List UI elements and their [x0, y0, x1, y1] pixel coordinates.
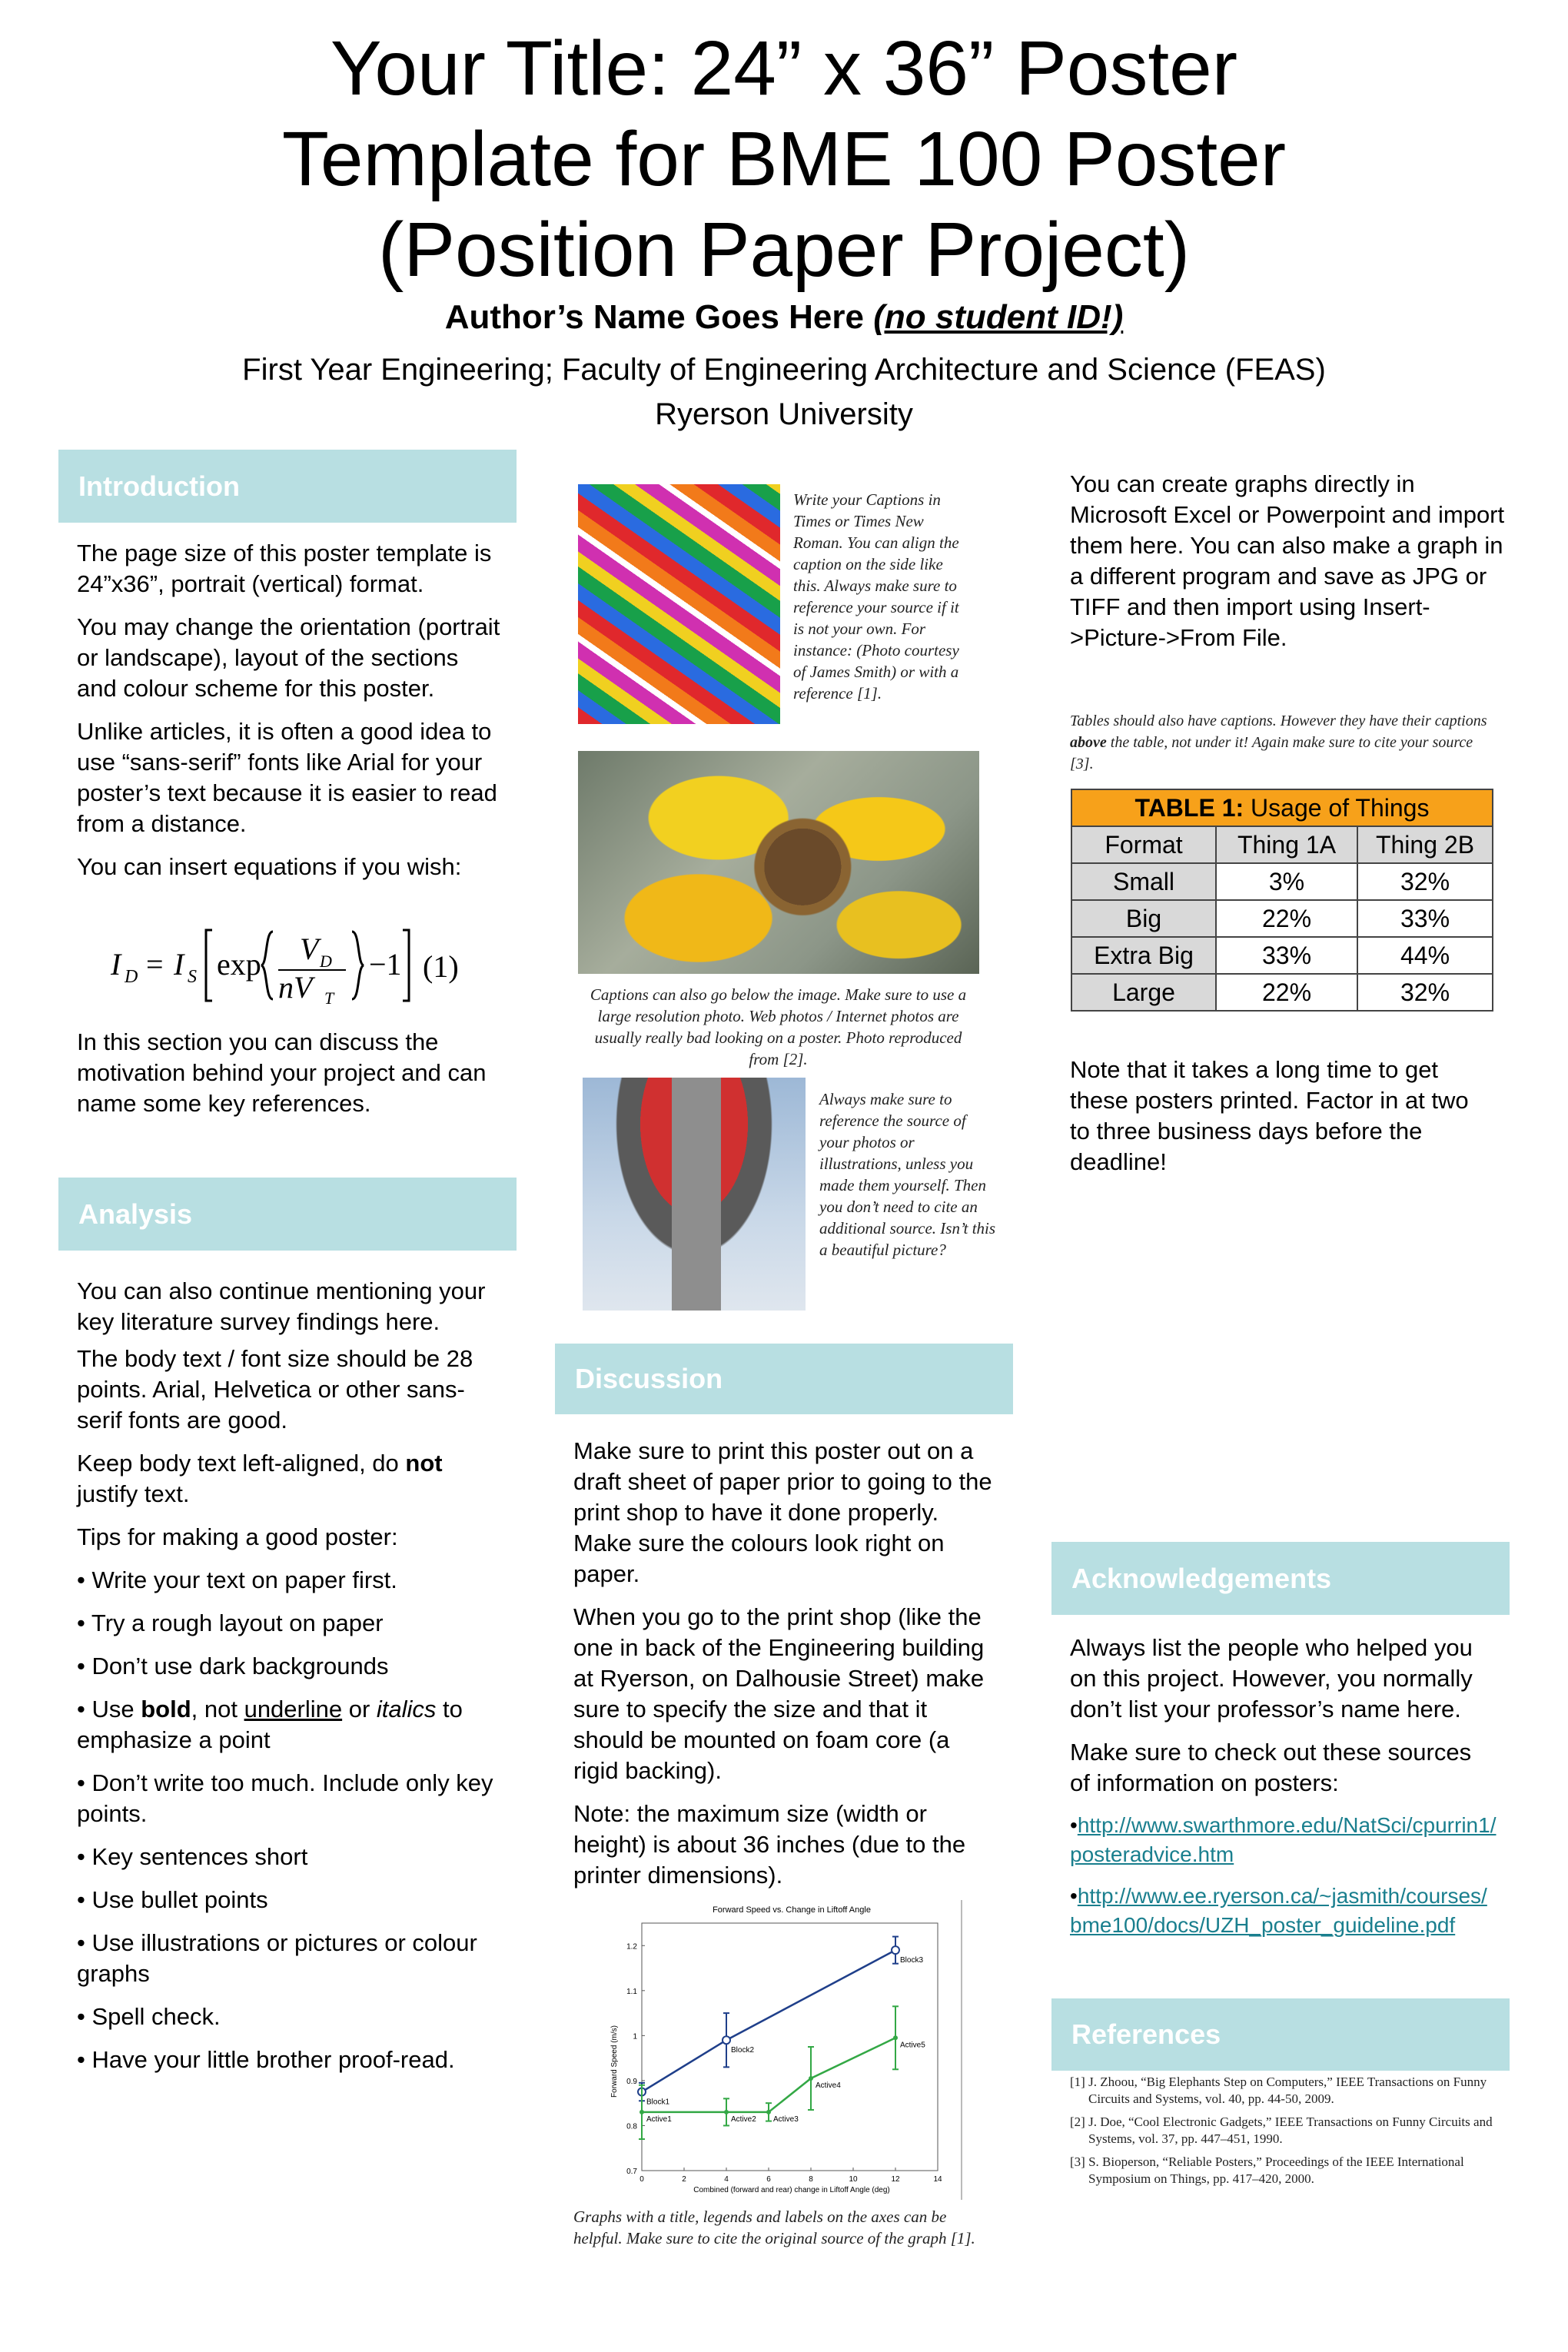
- poster-title: [0, 23, 1568, 295]
- reference-1: [1] J. Zhoou, “Big Elephants Step on Computers,” IEEE Transactions on Funny Circuits and Systems, vol. 40, pp. 44-50, 2009.: [1070, 2075, 1487, 2106]
- analysis-paragraph-4: Tips for making a good poster:: [77, 1523, 398, 1550]
- section-header-discussion: Discussion: [555, 1344, 1013, 1414]
- photo-flower: [578, 751, 979, 974]
- data-point: [766, 2110, 771, 2114]
- title-line-1: Your Title: 24” x 36” Poster: [330, 25, 1238, 111]
- data-point-label: Active1: [646, 2114, 672, 2124]
- analysis-paragraph-2: The body text / font size should be 28 points. Arial, Helvetica or other sans-serif fonts are good.: [77, 1345, 473, 1433]
- discussion-paragraph-2: When you go to the print shop (like the one in back of the Engineering building at Ryerson, on Dalhousie Street) make sure to specify the size and that it should be mounted on foam core (a rigid backing).: [573, 1603, 985, 1784]
- intro-paragraph-2: You may change the orientation (portrait or landscape), layout of the sections and colour scheme for this poster.: [77, 613, 500, 702]
- svg-text:T: T: [324, 988, 334, 1007]
- tip-4: [77, 1694, 503, 1756]
- references-list: [1070, 2074, 1497, 2194]
- right-note: [1070, 1055, 1489, 1190]
- y-tick-label: 0.9: [626, 2077, 637, 2086]
- acknowledgements-body: [1070, 1633, 1497, 1952]
- svg-text:−1: −1: [369, 947, 402, 982]
- ack-paragraph-2: Make sure to check out these sources of information on posters:: [1070, 1739, 1472, 1796]
- x-tick-label: 6: [766, 2175, 771, 2184]
- table-note-bold: above: [1070, 734, 1107, 751]
- affiliation-line-2: Ryerson University: [655, 397, 913, 431]
- discussion-paragraph-3: Note: the maximum size (width or height) is about 36 inches (due to the printer dimensions).: [573, 1800, 966, 1889]
- svg-text:=: =: [146, 947, 164, 982]
- table-cell: 33%: [1216, 937, 1357, 974]
- table-cell: 32%: [1357, 863, 1493, 900]
- usage-table: [1071, 789, 1493, 1012]
- table-title: [1071, 789, 1493, 826]
- discussion-paragraph-1: Make sure to print this poster out on a draft sheet of paper prior to going to the print shop to have it done properly. Make sure the colours look right on paper.: [573, 1437, 992, 1587]
- data-point-label: Active5: [900, 2041, 925, 2050]
- section-header-references: References: [1051, 1998, 1510, 2071]
- right-paragraph-1: You can create graphs directly in Microsoft Excel or Powerpoint and import them here. You can also make a graph in a different program and save as JPG or TIFF and then import using Insert->Picture->From File.: [1070, 470, 1505, 651]
- x-tick-label: 14: [933, 2175, 942, 2184]
- p3-text-a: Keep body text left-aligned, do: [77, 1450, 406, 1477]
- tip-5: • Don’t write too much. Include only key points.: [77, 1769, 493, 1827]
- intro-paragraph-5: In this section you can discuss the motivation behind your project and can name some key references.: [77, 1028, 487, 1117]
- data-point: [893, 2035, 898, 2040]
- data-point: [809, 2076, 813, 2081]
- forward-speed-chart: [584, 1900, 962, 2200]
- table-cell: 3%: [1216, 863, 1357, 900]
- chart-plot-frame: [642, 1923, 938, 2171]
- section-header-analysis: Analysis: [58, 1178, 517, 1251]
- svg-text:D: D: [125, 967, 138, 987]
- intro-paragraph-4: You can insert equations if you wish:: [77, 853, 462, 880]
- y-tick-label: 1.1: [626, 1987, 637, 1996]
- tip-1: • Write your text on paper first.: [77, 1566, 397, 1593]
- data-point-label: Active2: [731, 2114, 756, 2124]
- table-cell: 22%: [1216, 974, 1357, 1011]
- analysis-paragraph-3: [77, 1448, 503, 1510]
- tip4-a: • Use: [77, 1696, 141, 1722]
- ack-link-1[interactable]: http://www.swarthmore.edu/NatSci/cpurrin1/posteradvice.htm: [1070, 1813, 1497, 1866]
- data-point: [724, 2110, 729, 2114]
- data-point: [639, 2110, 644, 2114]
- introduction-body: [77, 538, 503, 895]
- section-header-acknowledgements: Acknowledgements: [1051, 1542, 1510, 1615]
- photo-tower: [583, 1078, 806, 1311]
- data-point-label: Block2: [731, 2046, 755, 2055]
- svg-text:S: S: [188, 967, 197, 987]
- tip4-underline: underline: [244, 1696, 343, 1722]
- tip-2: • Try a rough layout on paper: [77, 1610, 384, 1636]
- author-note: (no student ID!): [873, 298, 1124, 336]
- ack-link-2[interactable]: http://www.ee.ryerson.ca/~jasmith/courses/bme100/docs/UZH_poster_guideline.pdf: [1070, 1884, 1487, 1937]
- caption-cranes: Write your Captions in Times or Times New Roman. You can align the caption on the side like this. Always make sure to reference your source if it is not your own. For instance: (Photo courtesy of James Smith) or with a reference [1].: [793, 490, 959, 703]
- tip-9: • Spell check.: [77, 2003, 221, 2030]
- tip4-italics: italics: [376, 1696, 437, 1722]
- title-line-2: Template for BME 100 Poster: [281, 116, 1287, 202]
- tip4-c: , not: [191, 1696, 244, 1722]
- p3-text-bold: not: [405, 1450, 443, 1477]
- tip4-e: or: [342, 1696, 377, 1722]
- chart-svg: [584, 1900, 961, 2200]
- data-point: [892, 1946, 899, 1954]
- right-intro: [1070, 469, 1512, 666]
- table-row: [1071, 974, 1493, 1011]
- ack-link-2-item: •http://www.ee.ryerson.ca/~jasmith/courses/bme100/docs/UZH_poster_guideline.pdf: [1070, 1884, 1487, 1937]
- table-row: [1071, 937, 1493, 974]
- ack-link-1-item: •http://www.swarthmore.edu/NatSci/cpurrin1/posteradvice.htm: [1070, 1813, 1497, 1866]
- table-cell: Extra Big: [1071, 937, 1216, 974]
- affiliation: [0, 347, 1568, 437]
- photo-paper-cranes: [578, 484, 780, 724]
- svg-text:nV: nV: [278, 970, 313, 1005]
- affiliation-line-1: First Year Engineering; Faculty of Engineering Architecture and Science (FEAS): [242, 353, 1326, 387]
- series-line-1: [642, 1950, 895, 2091]
- svg-text:I: I: [111, 947, 121, 982]
- table-cell: Big: [1071, 900, 1216, 937]
- chart-x-axis-label: Combined (forward and rear) change in Liftoff Angle (deg): [693, 2186, 890, 2194]
- section-header-introduction: Introduction: [58, 450, 517, 523]
- x-tick-label: 2: [682, 2175, 686, 2184]
- svg-text:V: V: [300, 932, 319, 966]
- author-name: Author’s Name Goes Here: [444, 298, 864, 336]
- intro-paragraph-1: The page size of this poster template is 24”x36”, portrait (vertical) format.: [77, 540, 492, 597]
- intro-paragraph-3: Unlike articles, it is often a good idea to use “sans-serif” fonts like Arial for your poster’s text because it is easier to read from a distance.: [77, 718, 497, 837]
- x-tick-label: 0: [639, 2175, 644, 2184]
- tip-8: • Use illustrations or pictures or colour graphs: [77, 1929, 477, 1987]
- table-cell: 32%: [1357, 974, 1493, 1011]
- reference-2: [2] J. Doe, “Cool Electronic Gadgets,” IEEE Transactions on Funny Circuits and Systems, vol. 37, pp. 447–451, 1990.: [1070, 2114, 1493, 2146]
- data-point-label: Active3: [773, 2114, 799, 2124]
- data-point-label: Block3: [900, 1956, 924, 1965]
- caption-flower: Captions can also go below the image. Make sure to use a large resolution photo. Web photos / Internet photos are usually really bad looking on a poster. Photo reproduced from [2].: [590, 985, 967, 1068]
- x-tick-label: 8: [809, 2175, 813, 2184]
- table-cell: Small: [1071, 863, 1216, 900]
- svg-text:I: I: [174, 947, 184, 982]
- tip4-bold: bold: [141, 1696, 191, 1722]
- chart-title: Forward Speed vs. Change in Liftoff Angle: [713, 1905, 871, 1915]
- discussion-body: [573, 1436, 992, 1903]
- y-tick-label: 1: [633, 2032, 637, 2041]
- svg-text:D: D: [320, 952, 332, 971]
- equation: [108, 922, 507, 1007]
- table-header-cell: Thing 2B: [1357, 826, 1493, 863]
- y-tick-label: 1.2: [626, 1942, 637, 1952]
- y-tick-label: 0.8: [626, 2122, 637, 2131]
- y-tick-label: 0.7: [626, 2168, 637, 2176]
- table-cell: 44%: [1357, 937, 1493, 974]
- table-header-cell: Thing 1A: [1216, 826, 1357, 863]
- table-row: [1071, 863, 1493, 900]
- table-header-row: [1071, 826, 1493, 863]
- chart-y-axis-label: Forward Speed (m/s): [610, 2025, 619, 2098]
- tip-10: • Have your little brother proof-read.: [77, 2046, 455, 2073]
- introduction-closing: [77, 1027, 503, 1131]
- table-header-cell: Format: [1071, 826, 1216, 863]
- right-paragraph-2: Note that it takes a long time to get these posters printed. Factor in at two to three business days before the deadline!: [1070, 1056, 1469, 1175]
- data-point: [723, 2036, 730, 2044]
- usage-table-wrapper: [1071, 789, 1493, 1012]
- ack-paragraph-1: Always list the people who helped you on this project. However, you normally don’t list your professor’s name here.: [1070, 1634, 1473, 1722]
- tip4-g: to emphasize a point: [77, 1696, 463, 1753]
- table-note-c: the table, not under it! Again make sure to cite your source [3].: [1070, 734, 1473, 772]
- equation-number: (1): [423, 949, 459, 984]
- chart-marks: [638, 1937, 925, 2139]
- reference-3: [3] S. Bioperson, “Reliable Posters,” Proceedings of the IEEE International Symposium on Things, pp. 417–420, 2000.: [1070, 2154, 1464, 2186]
- caption-graph: Graphs with a title, legends and labels on the axes can be helpful. Make sure to cite the original source of the graph [1].: [573, 2207, 975, 2247]
- x-tick-label: 12: [891, 2175, 900, 2184]
- analysis-paragraph-1: You can also continue mentioning your key literature survey findings here.: [77, 1277, 486, 1335]
- series-line-2: [642, 2038, 895, 2112]
- table-title-text: Usage of Things: [1244, 794, 1430, 822]
- tip-3: • Don’t use dark backgrounds: [77, 1653, 389, 1679]
- table-caption-note: [1070, 710, 1489, 775]
- author-line: [0, 298, 1568, 337]
- x-tick-label: 10: [849, 2175, 858, 2184]
- svg-text:exp: exp: [217, 947, 261, 982]
- title-line-3: (Position Paper Project): [377, 207, 1190, 293]
- analysis-body: [77, 1276, 503, 2088]
- p3-text-b: justify text.: [77, 1480, 190, 1507]
- tip-6: • Key sentences short: [77, 1843, 308, 1870]
- caption-tower: Always make sure to reference the source of your photos or illustrations, unless you made them yourself. Then you don’t need to cite an additional source. Isn’t this a beautiful picture?: [819, 1090, 996, 1259]
- table-cell: 33%: [1357, 900, 1493, 937]
- table-row: [1071, 900, 1493, 937]
- data-point-label: Active4: [816, 2081, 841, 2090]
- table-title-number: TABLE 1:: [1134, 794, 1244, 822]
- tip-7: • Use bullet points: [77, 1886, 268, 1913]
- table-cell: Large: [1071, 974, 1216, 1011]
- table-cell: 22%: [1216, 900, 1357, 937]
- table-note-a: Tables should also have captions. However they have their captions: [1070, 713, 1487, 729]
- data-point-label: Block1: [646, 2098, 670, 2107]
- x-tick-label: 4: [724, 2175, 729, 2184]
